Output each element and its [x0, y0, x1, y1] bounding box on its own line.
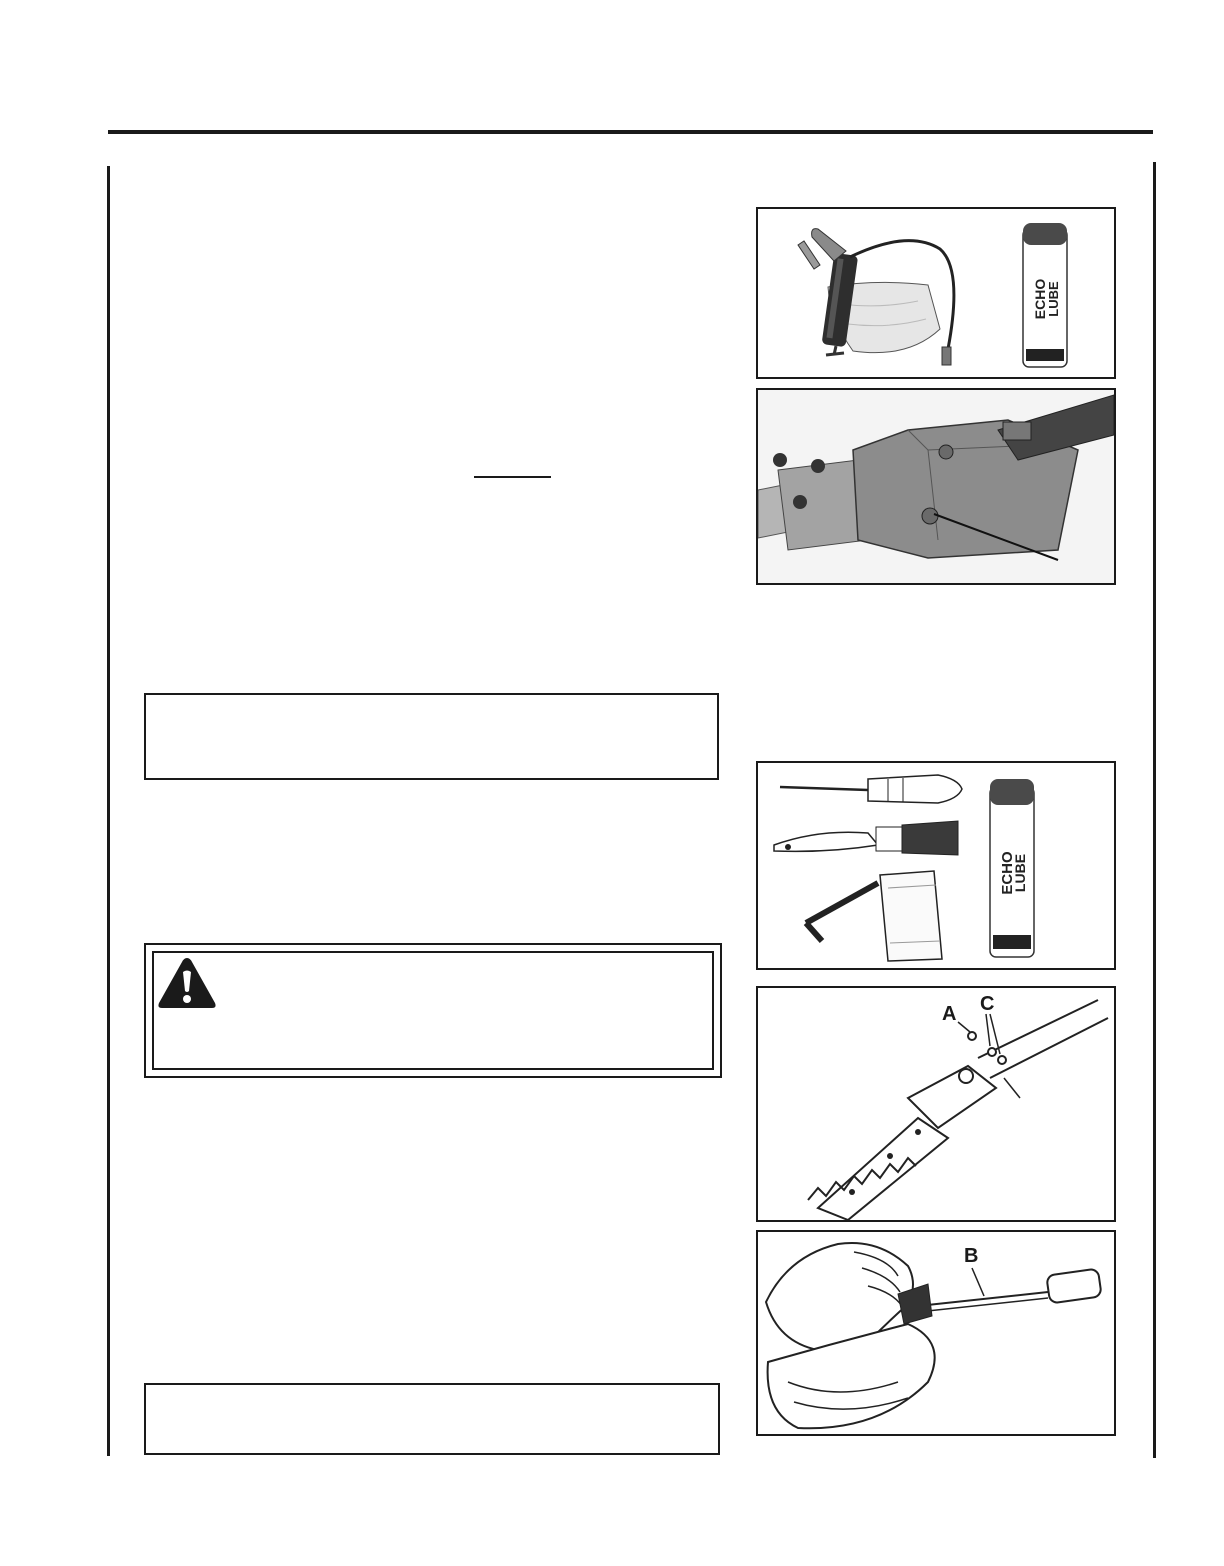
lube-tube-2-product: LUBE: [1012, 853, 1028, 893]
shop-rag: [880, 871, 942, 961]
left-margin-rule: [107, 166, 110, 1456]
underline-mark: [474, 476, 551, 478]
right-margin-rule: [1153, 162, 1156, 1458]
gear-head: [908, 1066, 996, 1128]
header-rule: [108, 130, 1153, 134]
lube-tube-2: [990, 779, 1034, 957]
callout-label-a: A: [942, 1003, 957, 1025]
warning-box-inner: [152, 951, 714, 1070]
paint-brush: [774, 821, 958, 855]
figure-gear-case: [756, 388, 1116, 585]
figure-blade-assembly: [756, 986, 1116, 1222]
hex-key: [806, 883, 878, 941]
callout-label-c: C: [980, 993, 995, 1015]
hedge-blade: [808, 1118, 948, 1220]
figure-grease-gun: [756, 207, 1116, 379]
screwdriver: [780, 775, 962, 803]
bolt-c-1: [988, 1048, 996, 1056]
lube-tube-1-product: LUBE: [1046, 281, 1061, 317]
figure-tools: [756, 761, 1116, 970]
lube-tube-1: [1023, 223, 1067, 367]
grease-fitting-bolt: [922, 508, 938, 524]
callout-label-b: B: [964, 1245, 979, 1267]
bolt-a: [968, 1032, 976, 1040]
note-box-1: [144, 693, 719, 780]
handle-grip: [1046, 1269, 1101, 1304]
warning-triangle-icon: [156, 955, 218, 1011]
warning-box: [144, 943, 722, 1078]
lube-tube-2-brand: ECHO: [999, 851, 1016, 895]
lube-tube-1-brand: ECHO: [1032, 278, 1048, 320]
note-box-2: [144, 1383, 720, 1455]
bolt-c-2: [998, 1056, 1006, 1064]
figure-cleaning-blade: [756, 1230, 1116, 1436]
